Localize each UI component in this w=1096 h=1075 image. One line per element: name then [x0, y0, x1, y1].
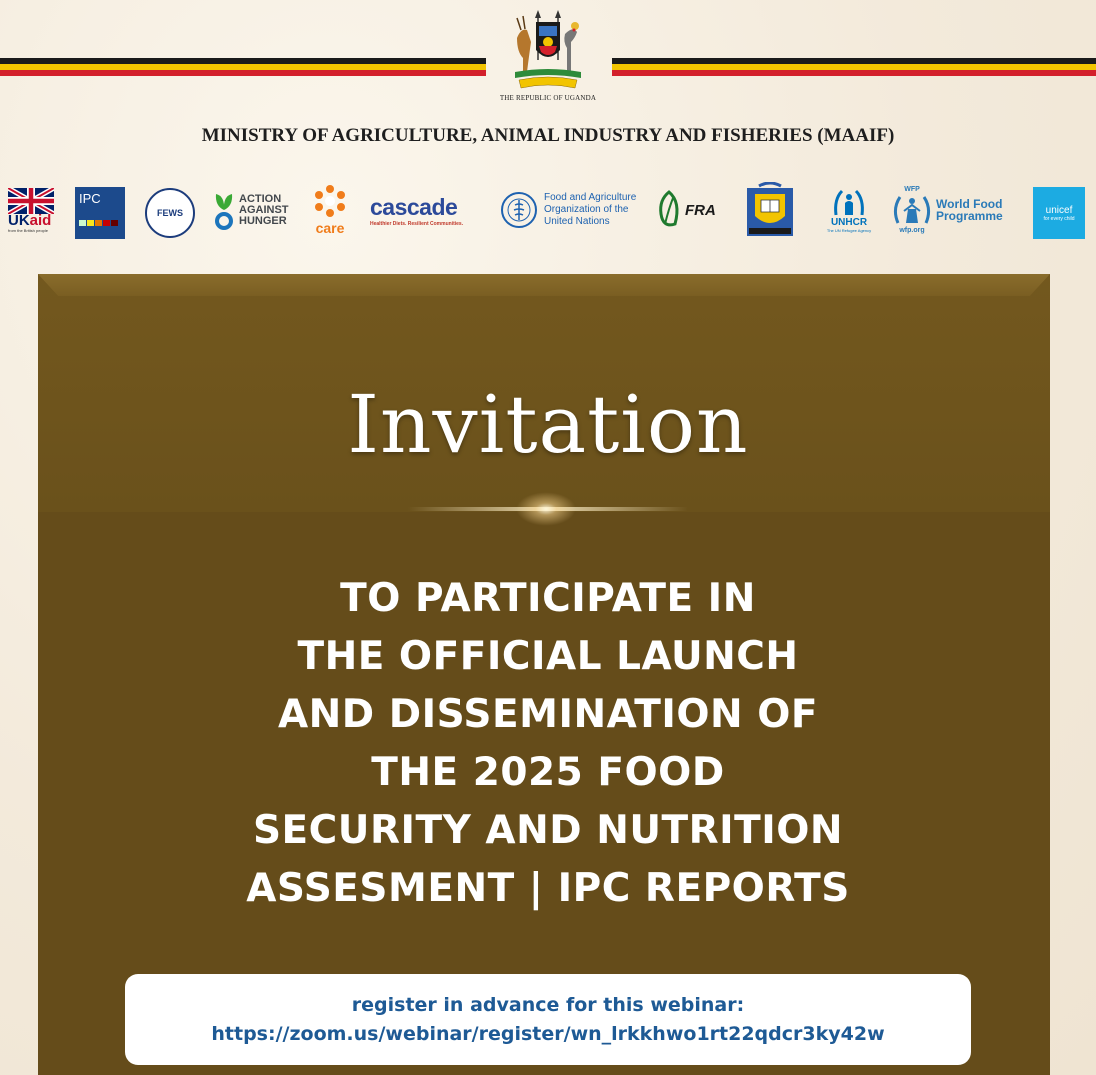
wfp-logo: [892, 180, 1017, 240]
card-bevel: [38, 274, 1050, 296]
unhcr-name: UNHCR: [830, 217, 868, 228]
flag-stripe-left: [0, 58, 486, 76]
partner-logo-strip: [0, 180, 1096, 246]
unicef-logo: [1033, 187, 1085, 239]
wfp-top: WFP: [904, 186, 920, 193]
action-against-hunger-logo: [213, 180, 295, 240]
body-line-5: SECURITY AND NUTRITION: [252, 808, 844, 853]
fra-leaf-icon: [655, 188, 683, 232]
glow-spark-icon: [516, 492, 576, 526]
ukaid-uk: UK: [8, 211, 30, 229]
unhcr-hands-icon: [832, 187, 866, 217]
body-line-2: THE OFFICIAL LAUNCH: [297, 634, 799, 679]
unicef-tagline: for every child: [1043, 215, 1075, 222]
body-line-1: TO PARTICIPATE IN: [340, 576, 756, 621]
wfp-line2: Programme: [936, 209, 1003, 223]
care-logo: [308, 180, 352, 240]
invitation-body: [0, 570, 1096, 918]
cascade-name: cascade: [370, 193, 458, 220]
fao-logo: [500, 180, 640, 240]
register-label: register in advance for this webinar:: [351, 993, 745, 1016]
aah-line2: AGAINST: [239, 203, 289, 216]
fra-name: FRA: [685, 201, 716, 219]
flag-stripe-right: [612, 58, 1096, 76]
fao-line3: United Nations: [544, 216, 610, 227]
unicef-name: unicef: [1045, 204, 1073, 216]
republic-caption: THE REPUBLIC OF UGANDA: [499, 94, 597, 102]
uganda-coat-of-arms-icon: [503, 8, 593, 98]
ukaid-aid: aid: [29, 211, 52, 229]
cascade-logo: [370, 180, 482, 240]
fews-name: FEWS: [157, 208, 183, 218]
register-link[interactable]: https://zoom.us/webinar/register/wn_lrkkhwo1rt22qdcr3ky42w: [211, 1022, 885, 1045]
unhcr-logo: [822, 180, 876, 240]
union-jack-icon: [8, 188, 54, 214]
register-box: [125, 974, 971, 1065]
ipc-phase-bars: [79, 220, 118, 226]
body-line-6: ASSESMENT | IPC REPORTS: [246, 866, 850, 911]
care-hands-icon: [313, 184, 347, 218]
ukaid-logo: [8, 180, 60, 240]
sprout-icon: [213, 188, 235, 232]
aah-line3: HUNGER: [239, 214, 287, 227]
wfp-wreath-icon: [892, 193, 932, 227]
cascade-tagline: Healthier Diets. Resilient Communities.: [370, 220, 464, 227]
fao-line2: Organization of the: [544, 204, 629, 215]
ukaid-tagline: from the British people: [8, 227, 49, 233]
crest-icon: [745, 182, 795, 238]
body-line-3: AND DISSEMINATION OF: [277, 692, 819, 737]
fra-logo: [655, 180, 727, 240]
fao-emblem-icon: [500, 191, 538, 229]
university-crest-logo: [745, 180, 795, 240]
fews-net-logo: [145, 188, 195, 238]
ministry-heading: MINISTRY OF AGRICULTURE, ANIMAL INDUSTRY AND FISHERIES (MAAIF): [201, 125, 895, 146]
aah-line1: ACTION: [239, 192, 282, 205]
unhcr-tagline: The UN Refugee Agency: [826, 228, 872, 233]
body-line-4: THE 2025 FOOD: [371, 750, 725, 795]
wfp-site: wfp.org: [899, 227, 925, 234]
wfp-line1: World Food: [936, 197, 1003, 211]
ipc-name: IPC: [79, 191, 101, 206]
ipc-logo: [75, 187, 125, 239]
care-name: care: [315, 220, 345, 236]
invitation-title: Invitation: [347, 378, 749, 471]
fao-line1: Food and Agriculture: [544, 192, 637, 203]
